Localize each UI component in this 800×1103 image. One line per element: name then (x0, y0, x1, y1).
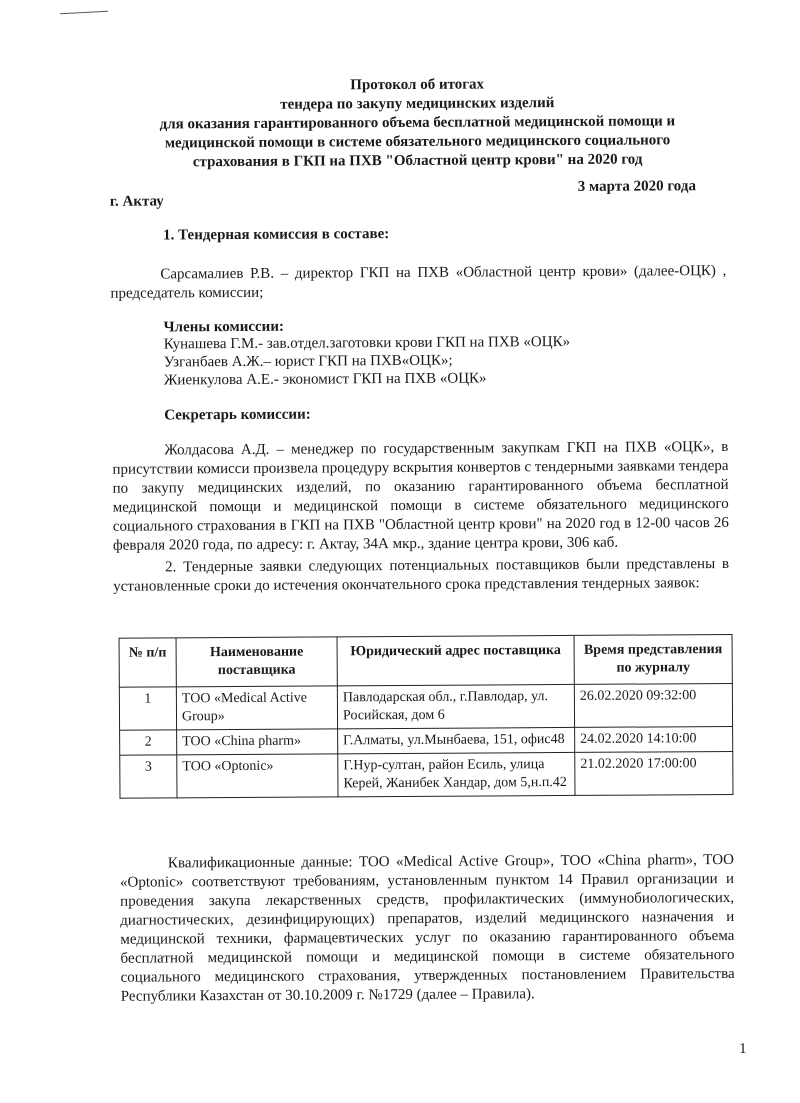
qualification-paragraph: Квалификационные данные: ТОО «Medical Active Group», ТОО «China pharm», ТОО «Optonic» соответствуют требованиям, установленным пунктом 14 Правил организации и проведения закупа лекарственных средств, профилактических (иммунобиологических, диагностических, дезинфицирующих) препаратов, изделий медицинского назначения и медицинской техники, фармацевтических услуг по оказанию гарантированного объема бесплатной медицинской помощи и медицинской помощи в системе обязательного социального медицинского страхования, утвержденных постановлением Правительства Республики Казахстан от 30.10.2009 г. №1729 (далее – Правила). (119, 851, 735, 1005)
document-title (117, 74, 718, 173)
member-item: Жиенкулова А.Е.- экономист ГКП на ПХВ «ОЦК» (163, 370, 487, 389)
title-line: медицинской помощи в системе обязательного медицинского социального (164, 132, 671, 152)
cell-address: Павлодарская обл., г.Павлодар, ул. Росийская, дом 6 (337, 684, 574, 728)
title-line: страхования в ГКП на ПХВ "Областной центр крови" на 2020 год (192, 151, 643, 171)
bids-table (119, 634, 734, 799)
document-date: 3 марта 2020 года (577, 178, 696, 195)
cell-time: 21.02.2020 17:00:00 (575, 751, 733, 795)
member-item: Узганбаев А.Ж.– юрист ГКП на ПХВ«ОЦК»; (163, 352, 453, 371)
section1-heading: 1. Тендерная комиссия в составе: (163, 226, 390, 244)
table-row (119, 683, 732, 730)
title-line: для оказания гарантированного объема бесплатной медицинской помощи и (159, 113, 676, 133)
cell-time: 26.02.2020 09:32:00 (574, 683, 732, 727)
cell-number: 1 (119, 687, 176, 730)
table-row (120, 751, 733, 798)
cell-time: 24.02.2020 14:10:00 (575, 726, 733, 752)
member-item: Кунашева Г.М.- зав.отдел.заготовки крови ГКП на ПХВ «ОЦК» (163, 333, 571, 353)
secretary-paragraph: Жолдасова А.Д. – менеджер по государственным закупкам ГКП на ПХВ «ОЦК», в присутствии комисси произвела процедуру вскрытия конвертов с тендерными заявками тендера по закупу медицинских изделий, по оказанию гарантированного объема бесплатной медицинской помощи и медицинской помощи в системе обязательного медицинского социального страхования в ГКП на ПХВ "Областной центр крови" на 2020 год в 12-00 часов 26 февраля 2020 года, по адресу: г. Актау, 34А мкр., здание центра крови, 306 каб. (112, 438, 729, 554)
city: г. Актау (109, 193, 164, 210)
header-number: № п/п (119, 638, 176, 687)
cell-number: 2 (120, 730, 177, 755)
header-supplier: Наименование поставщика (176, 637, 337, 687)
page-number: 1 (739, 1040, 747, 1057)
members-heading: Члены комиссии: (163, 318, 284, 336)
header-time: Время представления по журналу (574, 634, 732, 684)
cell-supplier: ТОО «China pharm» (177, 729, 338, 755)
cell-number: 3 (120, 755, 177, 798)
title-line: тендера по закупу медицинских изделий (280, 95, 555, 113)
cell-address: Г.Нур-султан, район Есиль, улица Керей, Жанибек Хандар, дом 5,н.п.42 (338, 752, 575, 796)
header-address: Юридический адрес поставщика (337, 635, 574, 685)
table-row (120, 726, 733, 755)
secretary-heading: Секретарь комиссии: (164, 406, 311, 424)
table-header-row (119, 634, 732, 687)
cell-supplier: ТОО «Medical Active Group» (176, 686, 337, 730)
cell-address: Г.Алматы, ул.Мынбаева, 151, офис48 (338, 727, 575, 753)
cell-supplier: ТОО «Optonic» (177, 754, 338, 798)
section2-paragraph: 2. Тендерные заявки следующих потенциальных поставщиков были представлены в установленные сроки до истечения окончательного срока представления тендерных заявок: (113, 555, 730, 595)
title-line: Протокол об итогах (350, 76, 485, 94)
chairman-paragraph: Сарсамалиев Р.В. – директор ГКП на ПХВ «Областной центр крови» (далее-ОЦК) , председатель комиссии; (110, 263, 727, 302)
